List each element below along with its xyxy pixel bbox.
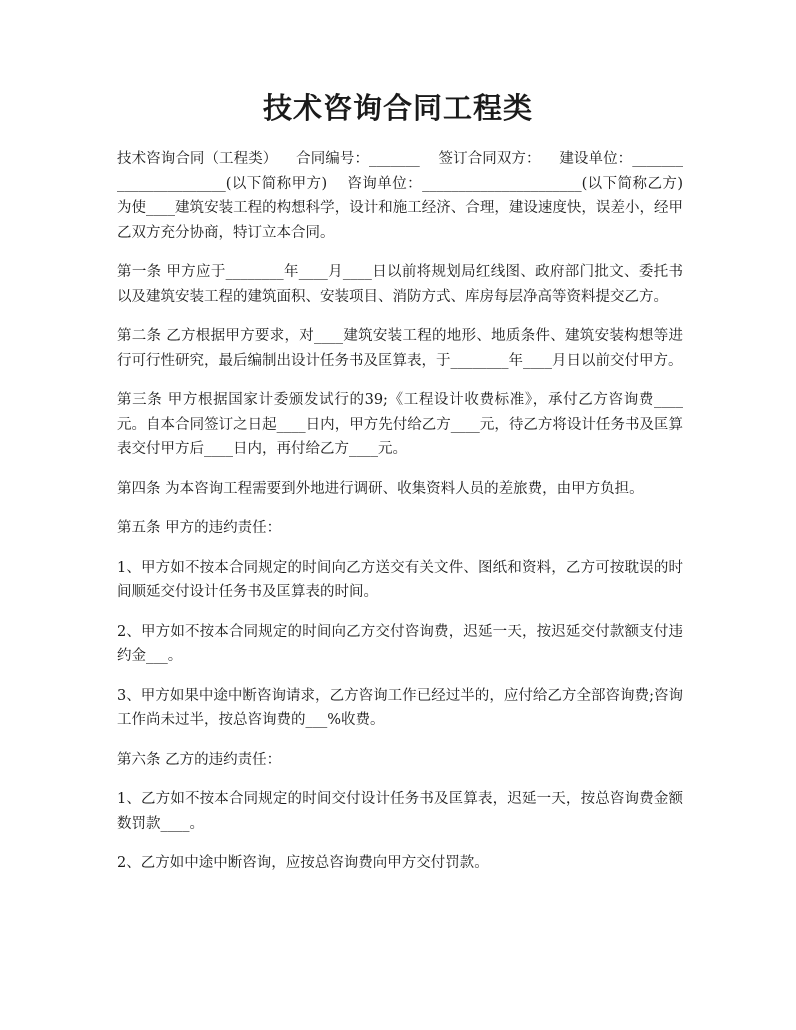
paragraph-article-5-item-1: 1、甲方如不按本合同规定的时间向乙方送交有关文件、图纸和资料，乙方可按耽误的时间顺延交付设计任务书及匡算表的时间。 bbox=[117, 559, 683, 600]
paragraph-article-6-item-1: 1、乙方如不按本合同规定的时间交付设计任务书及匡算表，迟延一天，按总咨询费金额数罚款____。 bbox=[117, 791, 683, 832]
paragraph-article-5-item-3: 3、甲方如果中途中断咨询请求，乙方咨询工作已经过半的，应付给乙方全部咨询费;咨询工作尚未过半，按总咨询费的___%收费。 bbox=[117, 687, 683, 728]
paragraph-article-3: 第三条 甲方根据国家计委颁发试行的39;《工程设计收费标准》，承付乙方咨询费____元。自本合同签订之日起____日内，甲方先付给乙方____元，待乙方将设计任务书及匡算表交付甲方后____日内，再付给乙方____元。 bbox=[117, 392, 683, 457]
document-body bbox=[117, 147, 702, 891]
paragraph-article-5-heading: 第五条 甲方的违约责任： bbox=[117, 520, 282, 536]
paragraph-intro: 技术咨询合同（工程类） 合同编号：_______ 签订合同双方： 建设单位：______________________(以下简称甲方) 咨询单位：______________________(以下简称乙方) 为使____建筑安装工程的构想科学，设计和施工经济、合理，建设速度快，误差小，经甲乙双方充分协商，特订立本合同。 bbox=[117, 151, 702, 241]
paragraph-article-5-item-2: 2、甲方如不按本合同规定的时间向乙方交付咨询费，迟延一天，按迟延交付款额支付违约金___。 bbox=[117, 623, 683, 664]
paragraph-article-4: 第四条 为本咨询工程需要到外地进行调研、收集资料人员的差旅费，由甲方负担。 bbox=[117, 480, 644, 497]
paragraph-article-6-item-2: 2、乙方如中途中断咨询，应按总咨询费向甲方交付罚款。 bbox=[117, 855, 489, 871]
paragraph-article-6-heading: 第六条 乙方的违约责任： bbox=[117, 751, 282, 768]
paragraph-article-1: 第一条 甲方应于________年____月____日以前将规划局红线图、政府部门批文、委托书以及建筑安装工程的建筑面积、安装项目、消防方式、库房每层净高等资料提交乙方。 bbox=[117, 264, 683, 305]
paragraph-article-2: 第二条 乙方根据甲方要求，对____建筑安装工程的地形、地质条件、建筑安装构想等进行可行性研究，最后编制出设计任务书及匡算表，于________年____月日以前交付甲方。 bbox=[117, 328, 683, 369]
document-title: 技术咨询合同工程类 bbox=[262, 91, 533, 125]
